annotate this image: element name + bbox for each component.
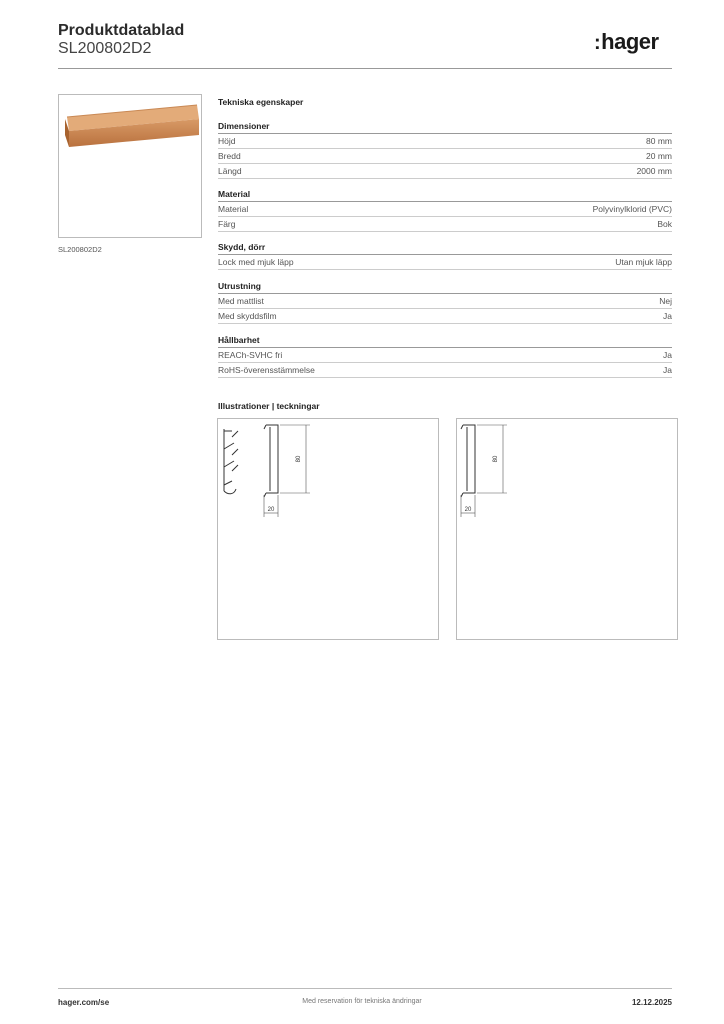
spec-value: Bok [657,219,672,229]
spec-value: Utan mjuk läpp [615,257,672,267]
spec-label: Material [218,204,249,214]
product-code: SL200802D2 [58,40,152,57]
illustration-panel-1 [217,418,439,640]
spec-row [218,134,672,149]
spec-row [218,363,672,378]
spec-row [218,202,672,217]
spec-group-dimensions [218,120,672,179]
spec-label: Lock med mjuk läpp [218,257,294,267]
header-divider [58,68,672,69]
illustration-panel-2 [456,418,678,640]
product-image [58,94,202,238]
spec-group-material [218,188,672,232]
profile-drawing-with-cross-section [218,419,438,639]
spec-value: 20 mm [646,151,672,161]
spec-group-door-protection [218,241,672,270]
spec-group-title: Hållbarhet [218,334,672,348]
logo-text: hager [601,29,659,54]
spec-value: Polyvinylklorid (PVC) [592,204,672,214]
spec-label: Med skyddsfilm [218,311,277,321]
spec-group-title: Dimensioner [218,120,672,134]
spec-value: 80 mm [646,136,672,146]
footer-date: 12.12.2025 [631,998,672,1007]
spec-label: Färg [218,219,236,229]
image-caption: SL200802D2 [58,245,102,254]
spec-group-equipment [218,280,672,324]
spec-row [218,217,672,232]
illustrations-heading: Illustrationer | teckningar [218,401,320,411]
spec-row [218,309,672,324]
spec-group-title: Material [218,188,672,202]
spec-row [218,149,672,164]
specs-heading: Tekniska egenskaper [218,97,304,107]
spec-value: Ja [663,311,672,321]
spec-group-title: Utrustning [218,280,672,294]
spec-label: RoHS-överensstämmelse [218,365,315,375]
document-title: Produktdatablad [58,22,185,39]
spec-group-sustainability [218,334,672,378]
trunking-profile-image [59,95,202,238]
spec-row [218,294,672,309]
spec-row [218,348,672,363]
profile-drawing [457,419,677,639]
spec-value: Ja [663,350,672,360]
spec-row [218,164,672,179]
spec-label: Bredd [218,151,241,161]
footer-divider [58,988,672,989]
spec-value: 2000 mm [636,166,672,176]
height-dimension-label: 80 [296,455,302,463]
logo-dots-icon: : [594,32,601,54]
spec-label: Längd [218,166,242,176]
spec-group-title: Skydd, dörr [218,241,672,255]
spec-value: Nej [659,296,672,306]
hager-logo [594,29,659,55]
width-dimension-label: 20 [464,507,472,513]
width-dimension-label: 20 [267,507,275,513]
footer-website-link[interactable]: hager.com/se [58,998,110,1007]
spec-value: Ja [663,365,672,375]
footer-disclaimer: Med reservation för tekniska ändringar [302,998,422,1005]
spec-label: Med mattlist [218,296,264,306]
spec-label: REACh-SVHC fri [218,350,283,360]
spec-row [218,255,672,270]
height-dimension-label: 80 [493,455,499,463]
spec-label: Höjd [218,136,236,146]
